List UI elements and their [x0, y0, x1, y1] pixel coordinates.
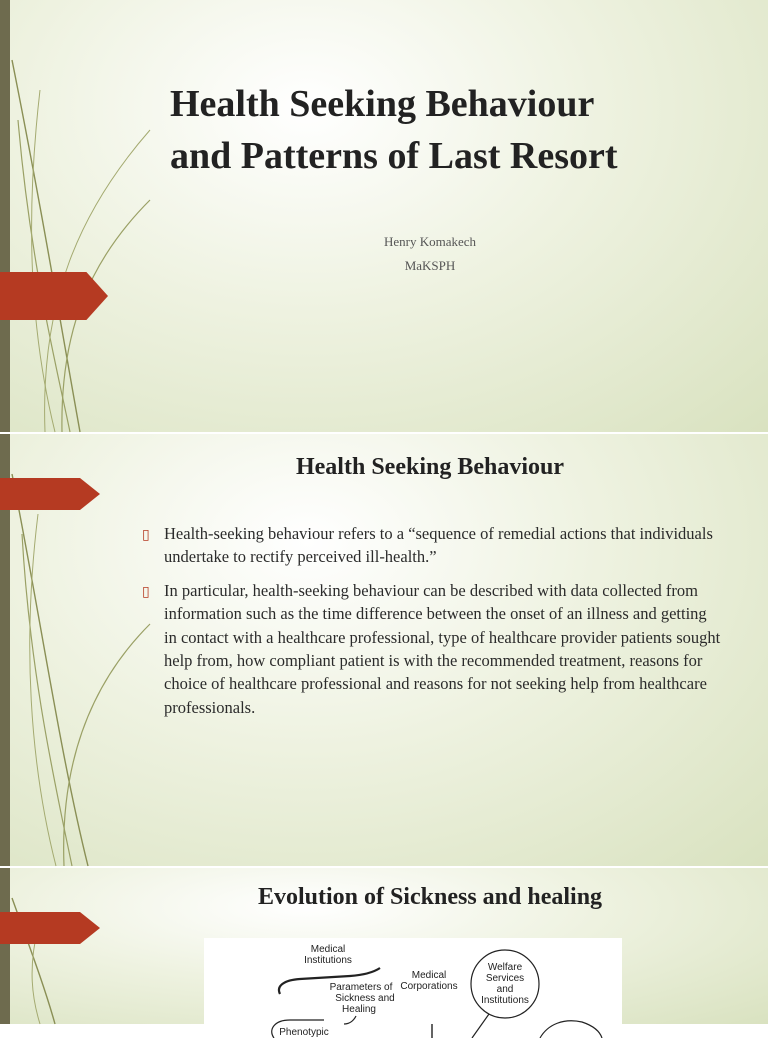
- author-name: Henry Komakech: [383, 234, 477, 249]
- diagram-slide: [0, 868, 768, 1038]
- diagram-label: Corporations: [400, 981, 458, 992]
- red-arrow-tab: [0, 912, 100, 944]
- author-affiliation: MaKSPH: [404, 258, 456, 273]
- diagram-line: [472, 1014, 489, 1038]
- diagram-label: and: [496, 984, 514, 995]
- diagram-label: Medical: [411, 970, 447, 981]
- diagram-label: Services: [485, 973, 525, 984]
- bullet-text: In particular, health-seeking behaviour can be described with data collected from information such as the time difference between the onset of an illness and getting in contact with a healthcare professional, type of healthcare provider patients sought help from, how compliant patient is with the recommended treatment, reasons for choice of healthcare professional and reasons for not seeking help from healthcare professionals.: [164, 580, 721, 717]
- square-bullet-icon: ▯: [142, 583, 150, 600]
- bullet-item: [142, 579, 722, 719]
- diagram-label: Phenotypic: [279, 1027, 329, 1038]
- slide-title-line-1: Health Seeking Behaviour: [170, 83, 595, 125]
- decorative-swirl-lines: [0, 0, 160, 432]
- diagram-circle-partial: [540, 1021, 602, 1038]
- bullet-item: [142, 522, 722, 569]
- diagram-arrow: [344, 1016, 356, 1024]
- bullet-text: Health-seeking behaviour refers to a “sequence of remedial actions that individuals undertake to rectify perceived ill-health.”: [164, 524, 713, 567]
- diagram-label: Parameters of: [329, 982, 393, 993]
- slide-title: [170, 78, 730, 182]
- diagram-label: Institutions: [481, 995, 529, 1006]
- diagram-label: Healing: [342, 1004, 376, 1015]
- bullet-list: [142, 522, 722, 729]
- red-arrow-tab: [0, 478, 100, 510]
- slide-heading: Evolution of Sickness and healing: [257, 884, 603, 910]
- diagram-label: Institutions: [304, 955, 352, 966]
- diagram-label: Welfare: [487, 962, 523, 973]
- square-bullet-icon: ▯: [142, 527, 150, 543]
- diagram-label: Sickness and: [335, 993, 395, 1004]
- title-slide: [0, 0, 768, 432]
- diagram-label: Medical: [310, 944, 346, 955]
- red-arrow-tab: [0, 272, 108, 320]
- slide-title-line-2: and Patterns of Last Resort: [170, 135, 618, 177]
- slide-heading: Health Seeking Behaviour: [295, 454, 565, 480]
- content-slide: [0, 434, 768, 866]
- sickness-healing-diagram: [204, 938, 622, 1038]
